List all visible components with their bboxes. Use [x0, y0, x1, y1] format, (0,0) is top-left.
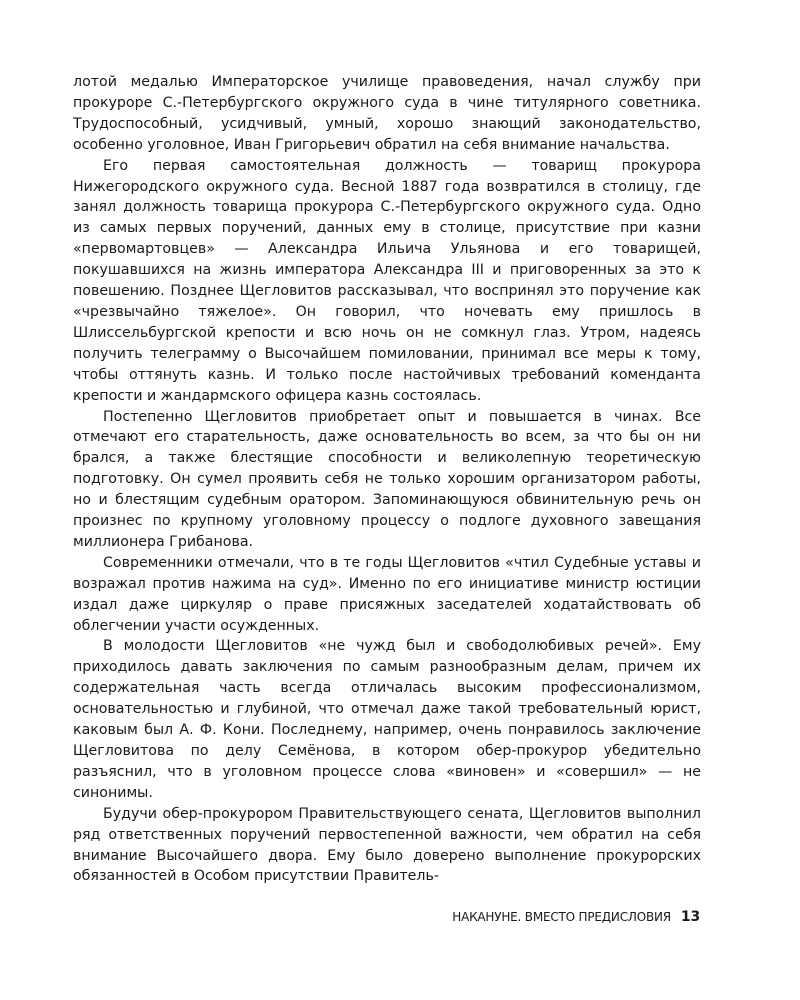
paragraph: В молодости Щегловитов «не чужд был и свободолюбивых речей». Ему приходилось давать заключения по самым разнообразным делам, причем их содержательная часть всегда отличалась высоким профессионализмом, основательностью и глубиной, что отмечал даже такой требовательный юрист, каковым был А. Ф. Кони. Последнему, например, очень понравилось заключение Щегловитова по делу Семёнова, в котором обер-прокурор убедительно разъяснил, что в уголовном процессе слова «виновен» и «совершил» — не синонимы. — [73, 638, 701, 801]
page-footer — [300, 909, 700, 925]
paragraph: Постепенно Щегловитов приобретает опыт и повышается в чинах. Все отмечают его старательность, даже основательность во всем, за что бы он ни брался, а также блестящие способности и великолепную теоретическую подготовку. Он сумел проявить себя не только хорошим организатором работы, но и блестящим судебным оратором. Запоминающуюся обвинительную речь он произнес по крупному уголовному процессу о подлоге духовного завещания миллионера Грибанова. — [73, 408, 701, 550]
paragraph: Его первая самостоятельная должность — товарищ прокурора Нижегородского окружного суда. Весной 1887 года возвратился в столицу, где занял должность товарища прокурора С.-Петербургского окружного суда. Одно из самых первых поручений, данных ему в столице, присутствие при казни «первомартовцев» — Александра Ильича Ульянова и его товарищей, покушавшихся на жизнь императора Александра III и приговоренных за это к повешению. Позднее Щегловитов рассказывал, что воспринял это поручение как «чрезвычайно тяжелое». Он говорил, что ночевать ему пришлось в Шлиссельбургской крепости и всю ночь он не сомкнул глаз. Утром, надеясь получить телеграмму о Высочайшем помиловании, принимал все меры к тому, чтобы оттянуть казнь. И только после настойчивых требований коменданта крепости и жандармского офицера казнь состоялась. — [73, 157, 701, 404]
paragraph: лотой медалью Императорское училище правоведения, начал службу при прокуроре С.-Петербургского окружного суда в чине титулярного советника. Трудоспособный, усидчивый, умный, хорошо знающий законодательство, особенно уголовное, Иван Григорьевич обратил на себя внимание начальства. — [73, 74, 701, 153]
body-text — [73, 72, 701, 887]
paragraph: Современники отмечали, что в те годы Щегловитов «чтил Судебные уставы и возражал против нажима на суд». Именно по его инициативе министр юстиции издал даже циркуляр о праве присяжных заседателей ходатайствовать об облегчении участи осужденных. — [73, 554, 701, 634]
paragraph: Будучи обер-прокурором Правительствующего сената, Щегловитов выполнил ряд ответственных поручений первостепенной важности, чем обратил на себя внимание Высочайшего двора. Ему было доверено выполнение прокурорских обязанностей в Особом присутствии Правитель- — [73, 805, 701, 885]
page-number: 13 — [680, 909, 700, 925]
running-head: НАКАНУНЕ. ВМЕСТО ПРЕДИСЛОВИЯ — [452, 910, 671, 924]
